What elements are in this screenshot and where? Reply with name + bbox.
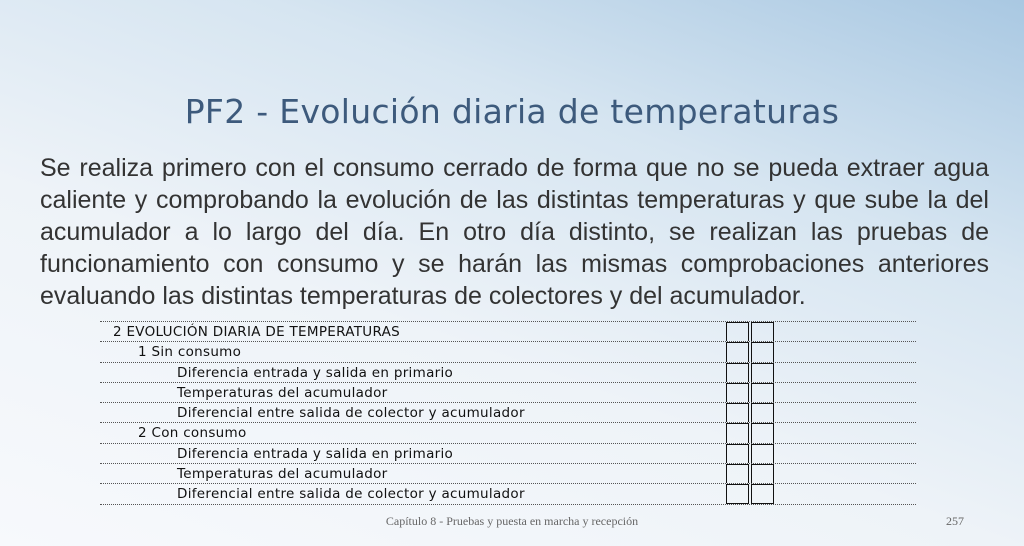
check-box[interactable]	[726, 464, 749, 483]
checklist-row	[100, 362, 916, 382]
checklist-row-label: Temperaturas del acumulador	[177, 384, 388, 401]
check-box[interactable]	[726, 444, 749, 463]
checklist-row	[100, 341, 916, 361]
checklist-row	[100, 463, 916, 483]
check-box[interactable]	[751, 342, 774, 361]
checklist-row	[100, 483, 916, 504]
check-box[interactable]	[726, 484, 749, 503]
checklist-row-label: Diferencial entre salida de colector y acumulador	[177, 486, 525, 503]
slide-body-text: Se realiza primero con el consumo cerrado de forma que no se pueda extraer agua caliente y comprobando la evolución de las distintas temperaturas y que sube la del acumulador a lo largo del día. En otro día distinto, se realizan las pruebas de funcionamiento con consumo y se harán las mismas comprobaciones anteriores evaluando las distintas temperaturas de colectores y del acumulador.	[40, 154, 989, 310]
checklist-row	[100, 422, 916, 442]
checklist-row-label: Diferencial entre salida de colector y acumulador	[177, 405, 525, 422]
check-box[interactable]	[726, 322, 749, 341]
check-box[interactable]	[751, 423, 774, 442]
check-box[interactable]	[726, 383, 749, 402]
checklist-row	[100, 443, 916, 463]
checklist-row-label: 2 Con consumo	[138, 425, 247, 442]
check-box[interactable]	[726, 403, 749, 422]
check-box[interactable]	[751, 484, 774, 503]
checklist-table	[100, 321, 916, 505]
checklist-row-label: 1 Sin consumo	[138, 344, 242, 361]
check-box[interactable]	[751, 383, 774, 402]
check-box[interactable]	[751, 403, 774, 422]
check-box[interactable]	[726, 423, 749, 442]
checklist-row-label: Temperaturas del acumulador	[177, 466, 388, 483]
check-box[interactable]	[726, 342, 749, 361]
checklist-row-label: Diferencia entrada y salida en primario	[177, 364, 454, 381]
checklist-row-label: Diferencia entrada y salida en primario	[177, 445, 454, 462]
checklist-row-label: 2 EVOLUCIÓN DIARIA DE TEMPERATURAS	[113, 324, 400, 340]
check-box[interactable]	[751, 444, 774, 463]
check-box[interactable]	[751, 363, 774, 382]
slide-footer: Capítulo 8 - Pruebas y puesta en marcha y recepción	[385, 514, 639, 528]
checklist-row	[100, 382, 916, 402]
checklist-row	[100, 321, 916, 341]
slide-title: PF2 - Evolución diaria de temperaturas	[184, 92, 840, 131]
check-box[interactable]	[726, 363, 749, 382]
check-box[interactable]	[751, 464, 774, 483]
page-number: 257	[946, 514, 964, 528]
check-box[interactable]	[751, 322, 774, 341]
checklist-row	[100, 402, 916, 422]
